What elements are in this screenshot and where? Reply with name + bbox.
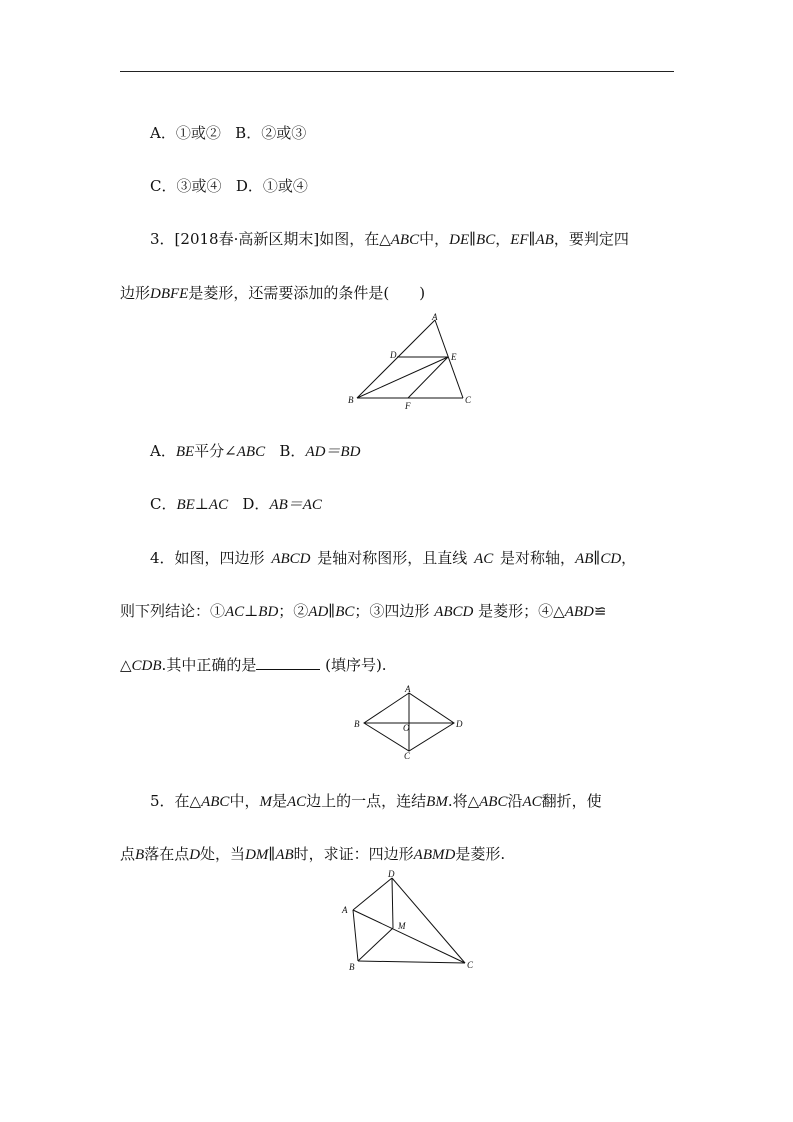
q3-opt-a-label: A． (150, 442, 176, 460)
q5-cond-dm-ab: DM∥AB (245, 847, 294, 863)
q4-number: 4． (150, 549, 175, 567)
q5-stem-text: 边上的一点，连结 (306, 792, 427, 810)
q3-opt-b-label: B． (279, 442, 306, 460)
q3-cond-ef-ab: EF∥AB (510, 232, 554, 248)
q5-figure (335, 866, 485, 976)
q5-stem-text: .将△ (447, 792, 480, 810)
q3-opt-a-text: 平分∠ (194, 442, 237, 460)
q4-stem-text: .其中正确的是 (161, 656, 257, 674)
q3-var-abc: ABC (390, 232, 420, 248)
q4-label-o: O (403, 723, 410, 733)
q5-stem-text: 沿 (507, 792, 523, 810)
q4-stem-text: ， (621, 549, 637, 567)
q4-stem-text: 是菱形；④△ (478, 602, 565, 620)
q4-label-a: A (405, 684, 411, 694)
q4-var-abcd: ABCD (434, 604, 474, 620)
q3-stem-text: 边形 (120, 284, 151, 302)
q3-cond-de-bc: DE∥BC (449, 232, 496, 248)
q4-label-d: D (456, 719, 463, 729)
q3-opt-c-text: BE⊥AC (176, 497, 229, 513)
q3-options-row2 (150, 494, 322, 515)
q5-label-c: C (467, 960, 474, 970)
q4-var-abcd: ABCD (271, 551, 311, 567)
q5-stem-line1 (150, 791, 602, 812)
q4-var-ac: AC (474, 551, 494, 567)
q3-stem-line2 (120, 283, 425, 304)
q4-stem-text: 是对称轴， (500, 549, 576, 567)
q3-opt-d-text: AB＝AC (269, 497, 322, 513)
q5-var-d: D (189, 847, 201, 863)
q2-opt-a-text: ①或② (175, 124, 221, 142)
q3-stem-text: 如图，在△ (319, 230, 391, 248)
q4-cond-ab-cd: AB∥CD (575, 551, 622, 567)
q5-label-a: A (342, 905, 348, 915)
q4-stem-line1 (150, 548, 636, 569)
q5-var-ac: AC (286, 794, 307, 810)
q5-var-m: M (259, 794, 272, 810)
q4-label-c: C (404, 751, 411, 761)
q3-stem-text: 中， (419, 230, 450, 248)
q2-opt-a-label: A． (150, 124, 176, 142)
q2-opt-b-label: B． (235, 124, 262, 142)
q4-stem-line3 (120, 655, 387, 676)
q4-stem-line2 (120, 601, 606, 622)
q4-figure (348, 684, 468, 764)
q5-stem-text: 处，当 (200, 845, 246, 863)
q5-label-d: D (388, 869, 395, 879)
q5-var-ac: AC (522, 794, 542, 810)
q3-label-f: F (405, 401, 411, 410)
q4-stem-text: (填序号). (320, 656, 387, 674)
q2-opt-d-text: ①或④ (262, 177, 308, 195)
q5-label-b: B (349, 962, 355, 972)
q3-label-d: D (390, 350, 397, 360)
q5-var-abc: ABC (479, 794, 508, 810)
q4-stem-text: 则下列结论：① (120, 602, 226, 620)
q5-label-m: M (398, 921, 406, 931)
q5-stem-text: 点 (120, 845, 136, 863)
q3-source: [2018春·高新区期末] (174, 230, 320, 248)
q2-opt-c-label: C． (150, 177, 177, 195)
q3-stem-line1 (150, 229, 629, 250)
q5-stem-text: 在△ (174, 792, 202, 810)
q4-stem-text: △ (120, 656, 132, 674)
q3-label-e: E (451, 352, 457, 362)
q5-var-abc: ABC (201, 794, 230, 810)
q4-stem-text: 如图，四边形 (174, 549, 265, 567)
q4-stem-text: ；③四边形 (354, 602, 430, 620)
q4-cond-ac-bd: AC⊥BD (225, 604, 279, 620)
q5-stem-text: 时，求证：四边形 (293, 845, 414, 863)
q4-label-b: B (354, 719, 360, 729)
q2-options-row1 (150, 123, 306, 143)
q3-options-row1 (150, 441, 360, 462)
q5-var-bm: BM (426, 794, 448, 810)
q4-cond-ad-bc: AD∥BC (308, 604, 355, 620)
q5-stem-text: 落在点 (144, 845, 190, 863)
q4-answer-blank[interactable] (256, 655, 320, 670)
q3-stem-text: ，要判定四 (553, 230, 629, 248)
q2-opt-c-text: ③或④ (176, 177, 222, 195)
q2-opt-d-label: D． (235, 177, 263, 195)
q3-label-b: B (348, 395, 354, 405)
q3-opt-c-label: C． (150, 495, 177, 513)
q5-stem-text: 是菱形. (455, 845, 506, 863)
q3-opt-d-label: D． (242, 495, 270, 513)
q5-var-abmd: ABMD (413, 847, 456, 863)
q3-opt-a-be: BE (175, 444, 195, 460)
q3-label-c: C (465, 395, 472, 405)
q5-number: 5． (150, 792, 175, 810)
q3-var-dbfe: DBFE (150, 286, 189, 302)
q3-number: 3． (150, 230, 175, 248)
q5-var-b: B (135, 847, 145, 863)
q3-stem-text: 是菱形，还需要添加的条件是( ) (188, 284, 426, 302)
q4-stem-text: 是轴对称图形，且直线 (317, 549, 468, 567)
q2-opt-b-text: ②或③ (261, 124, 307, 142)
q3-stem-text: ， (495, 230, 511, 248)
q4-var-cdb: CDB (131, 658, 162, 674)
q2-options-row2 (150, 176, 308, 196)
q4-var-abd: ABD (564, 604, 594, 620)
q4-stem-text: ；② (278, 602, 309, 620)
q5-stem-text: 是 (271, 792, 287, 810)
header-rule (120, 71, 674, 72)
q5-stem-text: 中， (229, 792, 260, 810)
q5-stem-text: 翻折，使 (541, 792, 602, 810)
q3-opt-b-text: AD＝BD (305, 444, 361, 460)
q3-opt-a-abc: ABC (236, 444, 266, 460)
q3-figure (345, 310, 475, 410)
q4-congruent-symbol: ≌ (593, 602, 607, 620)
q3-label-a: A (432, 312, 438, 322)
q5-stem-line2 (120, 844, 505, 865)
